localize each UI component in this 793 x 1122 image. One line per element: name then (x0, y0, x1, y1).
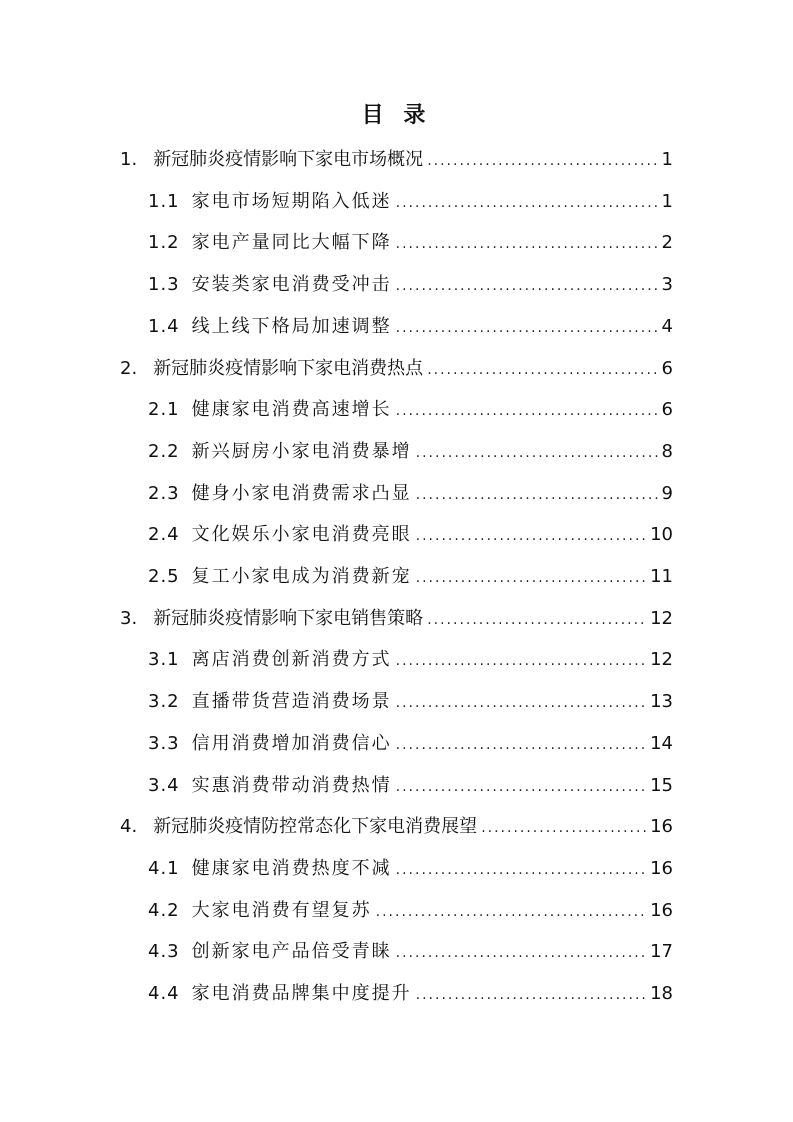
toc-entry-page-number: 4 (661, 315, 673, 337)
toc-entry-label: 健康家电消费高速增长 (191, 399, 392, 421)
toc-entry-label: 家电市场短期陷入低迷 (191, 190, 392, 212)
toc-section-entry[interactable] (148, 981, 673, 1007)
toc-entry-number: 1.4 (148, 315, 180, 337)
toc-dot-leader (427, 607, 646, 633)
toc-entry-page-number: 6 (661, 357, 673, 379)
toc-dot-leader (396, 940, 646, 966)
toc-entry-label: 新冠肺炎疫情影响下家电市场概况 (153, 149, 424, 170)
toc-entry-number: 4. (120, 816, 138, 838)
toc-entry-page-number: 11 (650, 566, 673, 587)
toc-section-entry[interactable] (148, 564, 673, 590)
toc-entry-page-number: 3 (661, 274, 673, 296)
toc-entry-label: 新兴厨房小家电消费暴增 (191, 440, 412, 462)
page-title: 目 录 (361, 103, 432, 128)
toc-entry-number: 4.1 (148, 857, 180, 879)
toc-entry-label: 直播带货营造消费场景 (191, 691, 392, 713)
toc-entry-page-number: 16 (650, 816, 673, 838)
toc-dot-leader (396, 857, 646, 883)
toc-entry-label: 新冠肺炎疫情影响下家电销售策略 (153, 607, 424, 629)
toc-entry-number: 2.4 (148, 524, 180, 546)
toc-entry-label: 实惠消费带动消费热情 (191, 774, 392, 796)
toc-entry-label: 家电产量同比大幅下降 (191, 232, 392, 254)
toc-entry-label: 离店消费创新消费方式 (191, 649, 392, 671)
toc-entry-label: 健身小家电消费需求凸显 (191, 482, 412, 504)
toc-entry-page-number: 6 (661, 399, 673, 421)
toc-dot-leader (396, 732, 646, 758)
toc-entry-label: 新冠肺炎疫情防控常态化下家电消费展望 (153, 816, 478, 838)
toc-entry-number: 3.2 (148, 691, 180, 713)
toc-dot-leader (416, 482, 658, 508)
toc-section-entry[interactable] (148, 522, 673, 548)
toc-section-entry[interactable] (148, 731, 673, 757)
toc-entry-label: 大家电消费有望复苏 (191, 899, 372, 921)
toc-chapter-entry[interactable] (120, 606, 673, 632)
toc-chapter-entry[interactable] (120, 356, 673, 382)
toc-entry-label: 信用消费增加消费信心 (191, 732, 392, 754)
toc-section-entry[interactable] (148, 189, 673, 215)
toc-entry-page-number: 13 (650, 691, 673, 713)
toc-entry-page-number: 2 (661, 232, 673, 254)
toc-chapter-entry[interactable] (120, 147, 673, 173)
toc-entry-page-number: 9 (661, 482, 673, 504)
toc-entry-page-number: 12 (650, 607, 673, 629)
toc-section-entry[interactable] (148, 439, 673, 465)
toc-entry-label: 文化娱乐小家电消费亮眼 (191, 524, 412, 546)
toc-dot-leader (396, 190, 658, 216)
toc-entry-page-number: 18 (650, 983, 673, 1004)
toc-dot-leader (396, 273, 658, 299)
toc-section-entry[interactable] (148, 647, 673, 673)
toc-entry-label: 复工小家电成为消费新宠 (191, 566, 412, 587)
toc-section-entry[interactable] (148, 856, 673, 882)
toc-entry-page-number: 1 (661, 190, 673, 212)
toc-entry-page-number: 15 (650, 774, 673, 796)
toc-section-entry[interactable] (148, 898, 673, 924)
toc-dot-leader (416, 982, 646, 1008)
toc-section-entry[interactable] (148, 397, 673, 423)
toc-entry-number: 3.1 (148, 649, 180, 671)
toc-entry-page-number: 8 (661, 440, 673, 462)
toc-entry-number: 2.3 (148, 482, 180, 504)
toc-section-entry[interactable] (148, 230, 673, 256)
toc-entry-number: 2.1 (148, 399, 180, 421)
toc-section-entry[interactable] (148, 773, 673, 799)
toc-entry-label: 线上线下格局加速调整 (191, 315, 392, 337)
toc-dot-leader (396, 315, 658, 341)
toc-section-entry[interactable] (148, 481, 673, 507)
toc-entry-number: 2.5 (148, 566, 180, 587)
toc-dot-leader (416, 440, 658, 466)
toc-entry-number: 4.3 (148, 941, 180, 963)
toc-entry-page-number: 17 (650, 941, 673, 963)
toc-dot-leader (416, 523, 646, 549)
toc-section-entry[interactable] (148, 272, 673, 298)
toc-entry-number: 3. (120, 607, 138, 629)
toc-dot-leader (376, 899, 646, 925)
toc-entry-number: 2.2 (148, 440, 180, 462)
toc-entry-number: 1. (120, 149, 138, 170)
toc-entry-number: 3.4 (148, 774, 180, 796)
toc-entry-page-number: 16 (650, 857, 673, 879)
toc-entry-number: 4.4 (148, 983, 180, 1004)
toc-entry-label: 健康家电消费热度不减 (191, 857, 392, 879)
toc-entry-page-number: 10 (650, 524, 673, 546)
toc-section-entry[interactable] (148, 939, 673, 965)
toc-entry-page-number: 12 (650, 649, 673, 671)
toc-entry-label: 创新家电产品倍受青睐 (191, 941, 392, 963)
toc-entry-page-number: 14 (650, 732, 673, 754)
toc-dot-leader (396, 648, 646, 674)
toc-section-entry[interactable] (148, 314, 673, 340)
toc-dot-leader (396, 398, 658, 424)
toc-dot-leader (396, 774, 646, 800)
toc-section-entry[interactable] (148, 689, 673, 715)
toc-entry-label: 家电消费品牌集中度提升 (191, 983, 412, 1004)
toc-entry-number: 4.2 (148, 899, 180, 921)
toc-dot-leader (427, 357, 657, 383)
toc-entry-number: 2. (120, 357, 138, 379)
toc-dot-leader (481, 815, 646, 841)
toc-dot-leader (416, 565, 646, 591)
toc-dot-leader (396, 231, 658, 257)
toc-entry-number: 1.2 (148, 232, 180, 254)
toc-entry-number: 3.3 (148, 732, 180, 754)
toc-entry-page-number: 1 (661, 149, 673, 170)
toc-entry-label: 新冠肺炎疫情影响下家电消费热点 (153, 357, 424, 379)
toc-dot-leader (396, 690, 646, 716)
toc-entry-number: 1.3 (148, 274, 180, 296)
toc-entry-page-number: 16 (650, 899, 673, 921)
toc-entry-label: 安装类家电消费受冲击 (191, 274, 392, 296)
toc-dot-leader (427, 148, 657, 174)
toc-chapter-entry[interactable] (120, 814, 673, 840)
toc-entry-number: 1.1 (148, 190, 180, 212)
